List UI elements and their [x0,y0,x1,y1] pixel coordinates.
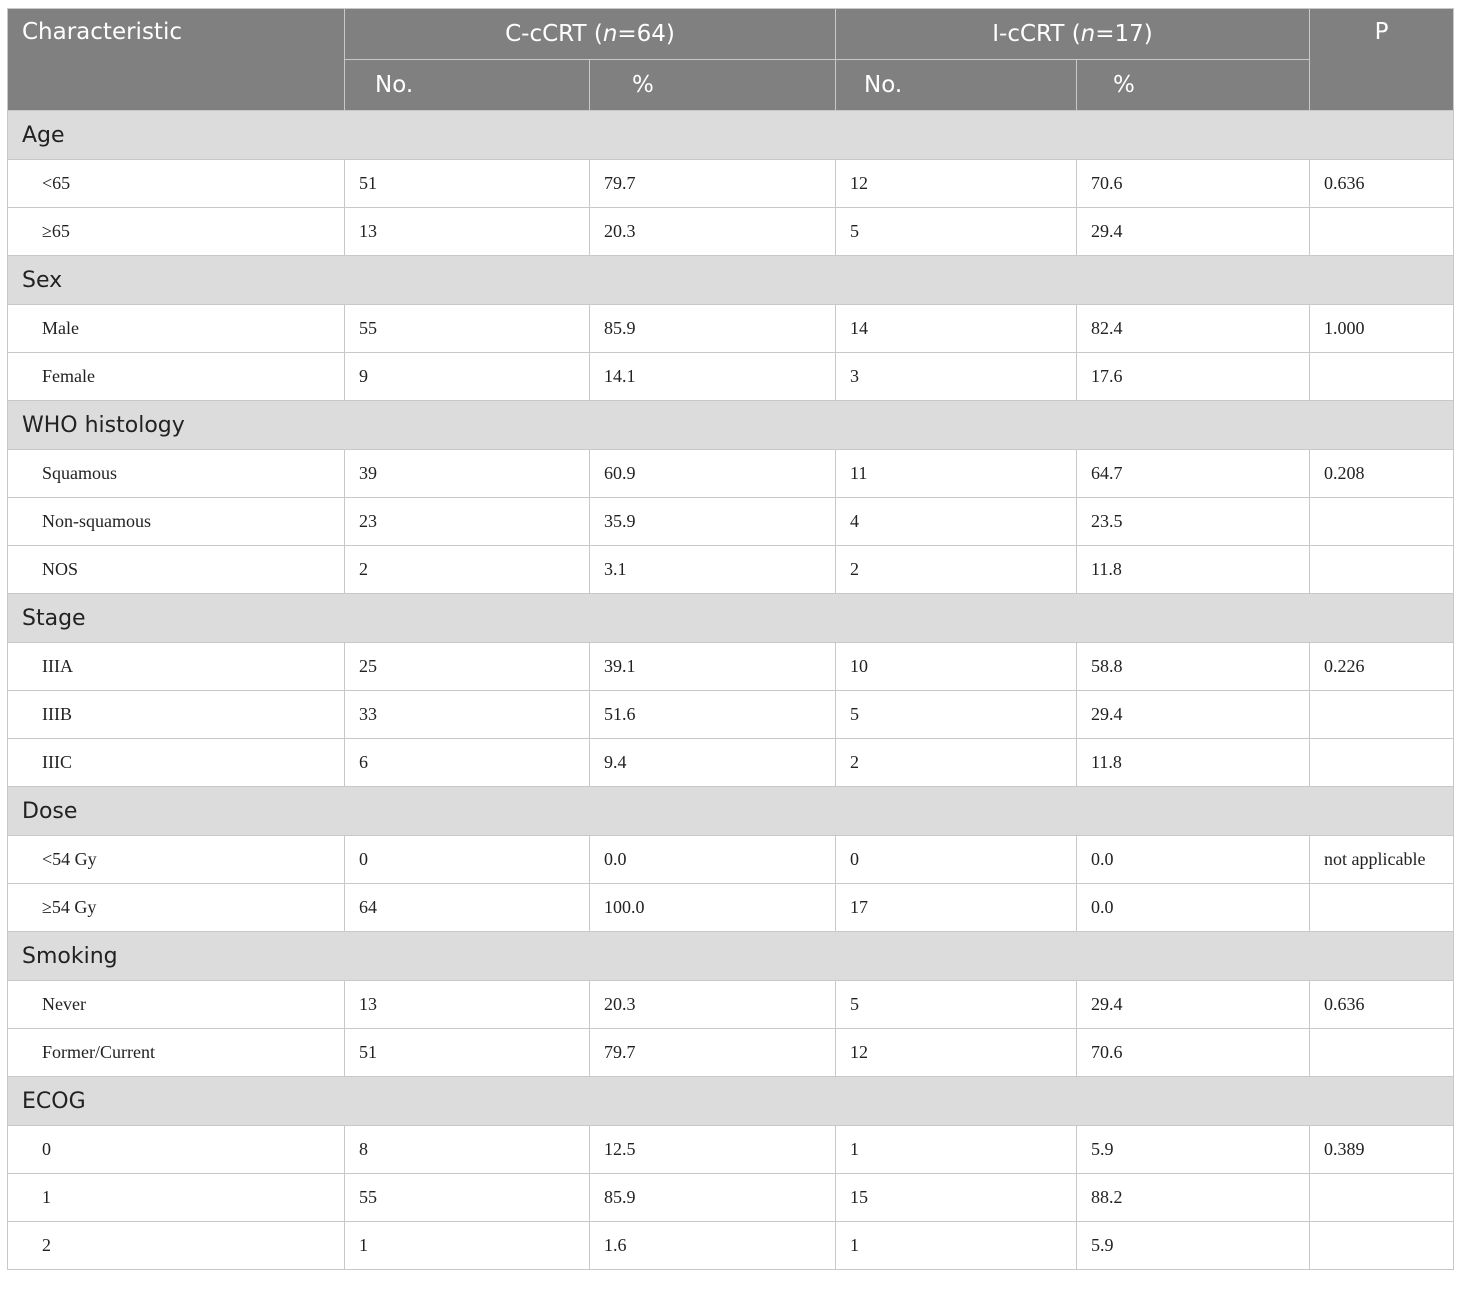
p-value-cell [1310,546,1454,594]
group-label: Smoking [8,932,1454,981]
p-value-cell [1310,1174,1454,1222]
row-label: Male [8,305,345,353]
group-row [8,932,1454,981]
group-row [8,256,1454,305]
c-ccrt-no-cell: 25 [345,643,590,691]
table-row [8,546,1454,594]
c-ccrt-header: C-cCRT (n=64) [345,9,836,60]
c-ccrt-pct-cell: 35.9 [590,498,836,546]
c-ccrt-pct-cell: 85.9 [590,1174,836,1222]
p-value-cell: 0.226 [1310,643,1454,691]
p-value-cell [1310,353,1454,401]
i-ccrt-pct-cell: 5.9 [1077,1222,1310,1270]
group-row [8,111,1454,160]
i-ccrt-no-cell: 2 [836,546,1077,594]
table-row [8,643,1454,691]
table-row [8,739,1454,787]
characteristic-header: Characteristic [8,9,345,111]
p-value-cell: 0.208 [1310,450,1454,498]
p-value-cell [1310,739,1454,787]
i-ccrt-pct-cell: 58.8 [1077,643,1310,691]
i-ccrt-header: I-cCRT (n=17) [836,9,1310,60]
table-row [8,208,1454,256]
c-ccrt-no-cell: 0 [345,836,590,884]
row-label: IIIC [8,739,345,787]
c-ccrt-no-cell: 1 [345,1222,590,1270]
p-value-cell: 0.636 [1310,160,1454,208]
group-label: ECOG [8,1077,1454,1126]
group-label: Age [8,111,1454,160]
p-value-cell [1310,691,1454,739]
i-ccrt-no-cell: 2 [836,739,1077,787]
table-header [8,9,1454,111]
c-ccrt-pct-cell: 3.1 [590,546,836,594]
c-ccrt-pct-cell: 9.4 [590,739,836,787]
group-row [8,787,1454,836]
c-ccrt-pct-cell: 39.1 [590,643,836,691]
p-value-cell [1310,208,1454,256]
row-label: Squamous [8,450,345,498]
row-label: 2 [8,1222,345,1270]
c-ccrt-pct-cell: 100.0 [590,884,836,932]
i-ccrt-no-cell: 5 [836,691,1077,739]
c-ccrt-no-cell: 39 [345,450,590,498]
row-label: Former/Current [8,1029,345,1077]
table-row [8,353,1454,401]
group-label: Stage [8,594,1454,643]
i-ccrt-no-cell: 1 [836,1222,1077,1270]
i-ccrt-pct-cell: 0.0 [1077,836,1310,884]
i-ccrt-no-cell: 1 [836,1126,1077,1174]
row-label: <65 [8,160,345,208]
i-ccrt-pct-cell: 64.7 [1077,450,1310,498]
i-ccrt-no-cell: 12 [836,160,1077,208]
i-ccrt-no-cell: 3 [836,353,1077,401]
i-ccrt-no-cell: 11 [836,450,1077,498]
c-ccrt-pct-cell: 79.7 [590,160,836,208]
table-row [8,981,1454,1029]
header-row-1 [8,9,1454,60]
table-row [8,884,1454,932]
i-ccrt-no-cell: 4 [836,498,1077,546]
i-ccrt-pct-cell: 17.6 [1077,353,1310,401]
row-label: ≥54 Gy [8,884,345,932]
row-label: Never [8,981,345,1029]
row-label: IIIB [8,691,345,739]
row-label: 1 [8,1174,345,1222]
c-ccrt-no-header: No. [345,60,590,111]
table-row [8,450,1454,498]
c-ccrt-no-cell: 2 [345,546,590,594]
i-ccrt-pct-cell: 70.6 [1077,1029,1310,1077]
group-label: Dose [8,787,1454,836]
c-ccrt-pct-cell: 20.3 [590,981,836,1029]
table-row [8,498,1454,546]
p-value-cell [1310,498,1454,546]
c-ccrt-pct-cell: 60.9 [590,450,836,498]
row-label: NOS [8,546,345,594]
c-ccrt-no-cell: 55 [345,1174,590,1222]
p-value-cell: not applicable [1310,836,1454,884]
i-ccrt-no-cell: 10 [836,643,1077,691]
row-label: 0 [8,1126,345,1174]
p-value-cell [1310,1029,1454,1077]
group-row [8,594,1454,643]
i-ccrt-pct-cell: 82.4 [1077,305,1310,353]
i-ccrt-no-cell: 12 [836,1029,1077,1077]
i-ccrt-pct-cell: 70.6 [1077,160,1310,208]
i-ccrt-pct-cell: 29.4 [1077,691,1310,739]
i-ccrt-pct-cell: 88.2 [1077,1174,1310,1222]
i-ccrt-no-cell: 14 [836,305,1077,353]
c-ccrt-pct-cell: 85.9 [590,305,836,353]
i-ccrt-pct-cell: 29.4 [1077,981,1310,1029]
p-value-cell: 0.636 [1310,981,1454,1029]
c-ccrt-no-cell: 64 [345,884,590,932]
group-label: WHO histology [8,401,1454,450]
c-ccrt-no-cell: 51 [345,160,590,208]
row-label: ≥65 [8,208,345,256]
table-row [8,160,1454,208]
table-row [8,1174,1454,1222]
row-label: Non-squamous [8,498,345,546]
table-row [8,1126,1454,1174]
i-ccrt-no-cell: 17 [836,884,1077,932]
p-value-cell: 0.389 [1310,1126,1454,1174]
c-ccrt-pct-cell: 79.7 [590,1029,836,1077]
table-row [8,836,1454,884]
c-ccrt-no-cell: 13 [345,208,590,256]
c-ccrt-no-cell: 51 [345,1029,590,1077]
table-row [8,305,1454,353]
i-ccrt-pct-cell: 11.8 [1077,546,1310,594]
p-value-cell [1310,1222,1454,1270]
row-label: Female [8,353,345,401]
row-label: IIIA [8,643,345,691]
c-ccrt-no-cell: 13 [345,981,590,1029]
group-row [8,401,1454,450]
i-ccrt-no-header: No. [836,60,1077,111]
characteristics-table [7,8,1454,1270]
group-row [8,1077,1454,1126]
c-ccrt-pct-cell: 0.0 [590,836,836,884]
c-ccrt-no-cell: 55 [345,305,590,353]
c-ccrt-pct-cell: 51.6 [590,691,836,739]
p-value-header: P [1310,9,1454,111]
i-ccrt-pct-cell: 0.0 [1077,884,1310,932]
c-ccrt-no-cell: 8 [345,1126,590,1174]
i-ccrt-pct-cell: 29.4 [1077,208,1310,256]
i-ccrt-no-cell: 15 [836,1174,1077,1222]
table-body [8,111,1454,1270]
table-row [8,1222,1454,1270]
i-ccrt-pct-cell: 11.8 [1077,739,1310,787]
table-row [8,1029,1454,1077]
c-ccrt-no-cell: 23 [345,498,590,546]
c-ccrt-pct-cell: 20.3 [590,208,836,256]
c-ccrt-no-cell: 33 [345,691,590,739]
c-ccrt-no-cell: 9 [345,353,590,401]
c-ccrt-no-cell: 6 [345,739,590,787]
group-label: Sex [8,256,1454,305]
c-ccrt-pct-header: % [590,60,836,111]
i-ccrt-no-cell: 5 [836,208,1077,256]
i-ccrt-no-cell: 0 [836,836,1077,884]
i-ccrt-no-cell: 5 [836,981,1077,1029]
c-ccrt-pct-cell: 12.5 [590,1126,836,1174]
table-row [8,691,1454,739]
i-ccrt-pct-cell: 5.9 [1077,1126,1310,1174]
c-ccrt-pct-cell: 1.6 [590,1222,836,1270]
i-ccrt-pct-header: % [1077,60,1310,111]
p-value-cell: 1.000 [1310,305,1454,353]
i-ccrt-pct-cell: 23.5 [1077,498,1310,546]
c-ccrt-pct-cell: 14.1 [590,353,836,401]
row-label: <54 Gy [8,836,345,884]
p-value-cell [1310,884,1454,932]
